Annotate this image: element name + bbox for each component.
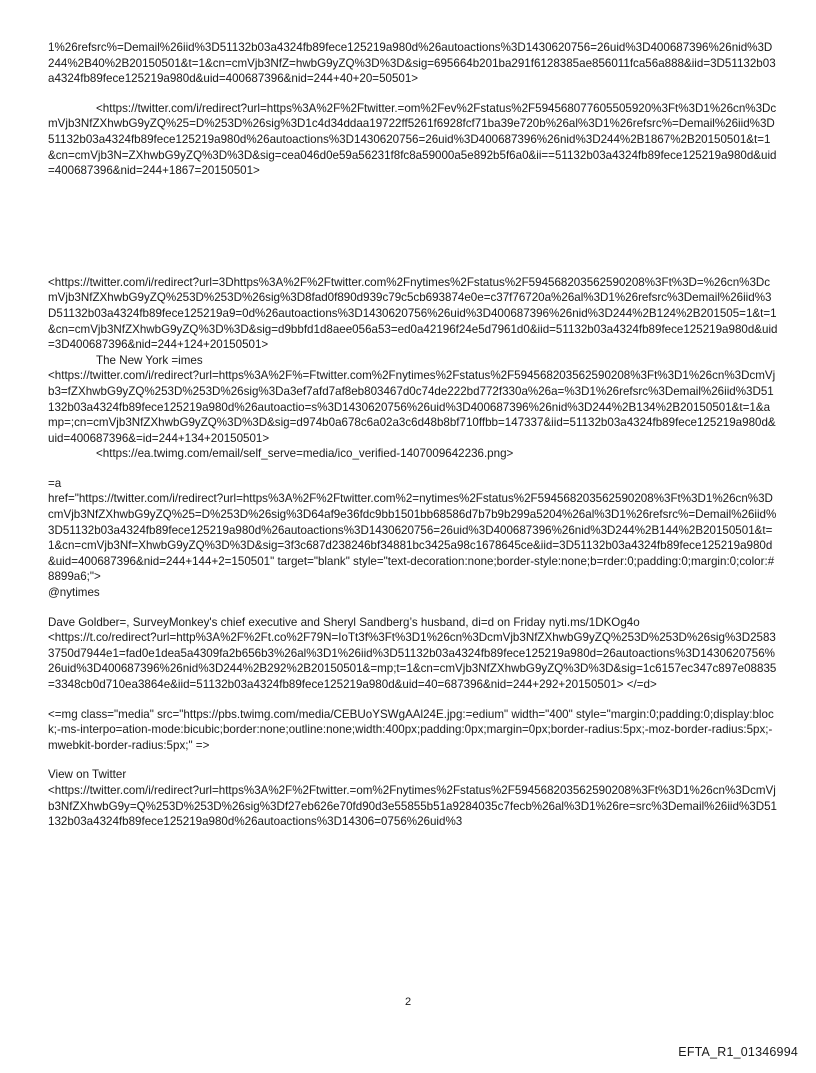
text-block: =a bbox=[48, 476, 62, 490]
text-block: <=mg class="media" src="https://pbs.twimg.com/media/CEBUoYSWgAAl24E.jpg:=edium" width="400" style="margin:0;padding:0;display:block;-ms-interpo=ation-mode:bicubic;border:none;outline:none;width:400px;padding:0px;margin=0px;border-radius:5px;-moz-border-radius:5px;-mwebkit-border-radius:5px;" => bbox=[48, 707, 774, 752]
text-block: <https://ea.twimg.com/email/self_serve=media/ico_verified-1407009642236.png> bbox=[96, 447, 514, 461]
document-body bbox=[48, 40, 778, 830]
text-block: <https://twitter.com/i/redirect?url=https%3A%2F%2Ftwitter.=om%2Fev%2Fstatus%2F594568077605505920%3Ft%3D1%26cn%3DcmVjb3NfZXhwbG9yZQ%25=D%253D%26sig%3D1c4d34ddaa19722ff5261f6928fcf71ba39e720b%26al%3D1%26refsrc%=Demail%26iid%3D51132b03a4324fb89fece125219a980d%26autoactions%3D1430620756=26uid%3D400687396%26nid%3D244%2B1867%2B20150501&t=1&cn=cmVjb3N=ZXhwbG9yZQ%3D%3D&sig=cea046d0e59a56231f8fc8a59000a5e892b5f6a0&ii==51132b03a4324fb89fece125219a980d&uid=400687396&nid=244+1867=20150501> bbox=[48, 101, 777, 178]
text-block: View on Twitter bbox=[48, 768, 127, 782]
text-block: <https://t.co/redirect?url=http%3A%2F%2Ft.co%2F79N=IoTt3f%3Ft%3D1%26cn%3DcmVjb3NfZXhwbG9yZQ%253D%253D%26sig%3D25833750d7944e1=fad0e1dea5a4309fa2b656b3%26al%3D1%26iid%3D51132b03a4324fb89fece125219a980d=26autoactions%3D1430620756%26uid%3D400687396%26nid%3D244%2B292%2B20150501&=mp;t=1&cn=cmVjb3NfZXhwbG9yZQ%3D%3D&sig=1c6157ec347c897e08835=3348cb0d710ea3864e&iid=51132b03a4324fb89fece125219a980d&uid=40=687396&nid=244+292+20150501> </=d> bbox=[48, 631, 777, 691]
text-block: Dave Goldber=, SurveyMonkey's chief executive and Sheryl Sandberg’s husband, di=d on Friday nyti.ms/1DKOg4o bbox=[48, 615, 640, 629]
page-number: 2 bbox=[404, 996, 412, 1008]
bates-number: EFTA_R1_01346994 bbox=[678, 1045, 798, 1059]
text-block: href="https://twitter.com/i/redirect?url=https%3A%2F%2Ftwitter.com%2=nytimes%2Fstatus%2F594568203562590208%3Ft%3D1%26cn%3DcmVjb3NfZXhwbG9yZQ%25=D%253D%26sig%3D64af9e36fdc9bb1501bb68586d7b7b9b299a5204%26al%3D1%26refsrc%=Demail%26iid%3D51132b03a4324fb89fece125219a980d%26autoactions%3D1430620756=26uid%3D400687396%26nid%3D244%2B144%2B20150501&t=1&cn=cmVjb3Nf=XhwbG9yZQ%3D%3D&sig=3f3c687d238246bf34881bc3425a98c1678645ce&iid=3D51132b03a4324fb89fece125219a980d&uid=400687396&nid=244+144+2=150501" target="blank" style="text-decoration:none;border-style:none;b=rder:0;padding:0;margin:0;color:#8899a6;"> bbox=[48, 492, 777, 584]
text-block: @nytimes bbox=[48, 586, 100, 600]
text-block: 1%26refsrc%=Demail%26iid%3D51132b03a4324fb89fece125219a980d%26autoactions%3D1430620756=26uid%3D400687396%26nid%3D244%2B40%2B20150501&t=1&cn=cmVjb3NfZ=hwbG9yZQ%3D%3D&sig=695664b201ba291f6128385ae856011fca56a888&iid=3D51132b03a4324fb89fece125219a980d&uid=400687396&nid=244+40+20=50501> bbox=[48, 41, 776, 86]
text-block: The New York =imes bbox=[96, 353, 203, 367]
text-block: <https://twitter.com/i/redirect?url=3Dhttps%3A%2F%2Ftwitter.com%2Fnytimes%2Fstatus%2F594568203562590208%3Ft%3D=%26cn%3DcmVjb3NfZXhwbG9yZQ%253D%253D%26sig%3D8fad0f890d939c79c5cb693874e0e=c37f76720a%26al%3D1%26refsrc%3Demail%26iid%3D51132b03a4324fb89fece125219a9=0d%26autoactions%3D1430620756%26uid%3D400687396%26nid%3D244%2B124%2B201505=1&t=1&cn=cmVjb3NfZXhwbG9yZQ%3D%3D&sig=d9bbfd1d8aee056a53=ed0a42196f24e5d7961d0&iid=51132b03a4324fb89fece125219a980d&uid=3D400687396&nid=244+124+20150501> bbox=[48, 275, 778, 352]
text-block: <https://twitter.com/i/redirect?url=https%3A%2F%=Ftwitter.com%2Fnytimes%2Fstatus%2F594568203562590208%3Ft%3D1%26cn%3DcmVjb3=fZXhwbG9yZQ%253D%253D%26sig%3Da3ef7afd7af8eb803467d0c74de222bd772f330a%26a=%3D1%26refsrc%3Demail%26iid%3D51132b03a4324fb89fece125219a980d%26autoactio=s%3D1430620756%26uid%3D400687396%26nid%3D244%2B134%2B20150501&t=1&amp=;cn=cmVjb3NfZXhwbG9yZQ%3D%3D&sig=d974b0a678c6a02a3c6d48b8bf710ffbb=147337&iid=51132b03a4324fb89fece125219a980d&uid=400687396&=id=244+134+20150501> bbox=[48, 369, 776, 445]
text-block: <https://twitter.com/i/redirect?url=https%3A%2F%2Ftwitter.=om%2Fnytimes%2Fstatus%2F594568203562590208%3Ft%3D1%26cn%3DcmVjb3NfZXhwbG9y=Q%253D%253D%26sig%3Df27eb626e70fd90d3e55855b51a9284035c7fecb%26al%3D1%26re=src%3Demail%26iid%3D51132b03a4324fb89fece125219a980d%26autoactions%3D14306=0756%26uid%3 bbox=[48, 783, 777, 829]
